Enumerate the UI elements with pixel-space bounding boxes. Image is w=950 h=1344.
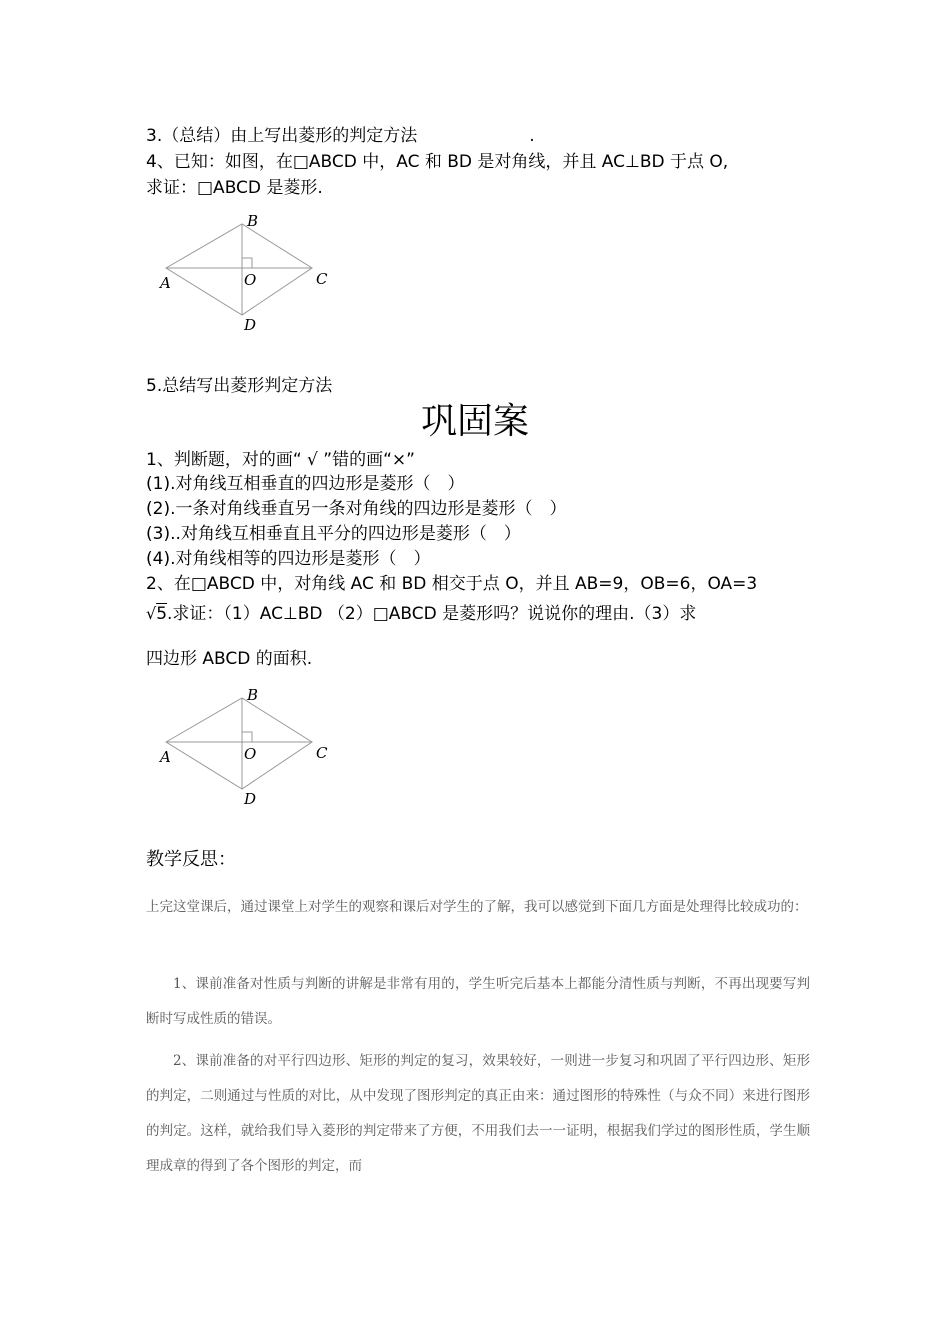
question-3 (146, 124, 810, 148)
reflection-paragraph-1: 上完这堂课后，通过课堂上对学生的观察和课后对学生的了解，我可以感觉到下面几方面是处理得比较成功的： (146, 899, 808, 915)
reflection-title: 教学反思： (146, 849, 236, 870)
question-3-text: 3.（总结）由上写出菱形的判定方法 (146, 126, 418, 146)
label-d: D (244, 316, 257, 334)
question-2-line-2 (146, 602, 810, 626)
question-5: 5.总结写出菱形判定方法 (146, 376, 333, 396)
judgement-intro: 1、判断题，对的画“ √ ”错的画“×” (146, 450, 415, 470)
judgement-item-1: (1).对角线互相垂直的四边形是菱形（ ） (146, 474, 465, 494)
rhombus-outline (166, 698, 312, 789)
question-4-line-2: 求证：□ABCD 是菱形. (146, 178, 323, 198)
question-4-line-1: 4、已知：如图，在□ABCD 中，AC 和 BD 是对角线，并且 AC⊥BD 于点 O, (146, 152, 729, 172)
label-b: B (247, 212, 259, 230)
rhombus-figure-2 (146, 684, 346, 809)
question-2-line-3: 四边形 ABCD 的面积. (146, 649, 313, 669)
label-o: O (244, 745, 257, 763)
label-b: B (247, 686, 259, 704)
reflection-paragraph-2: 1、课前准备对性质与判断的讲解是非常有用的，学生听完后基本上都能分清性质与判断，不再出现要写判断时写成性质的错误。 (146, 976, 810, 1027)
question-2-line-1: 2、在□ABCD 中，对角线 AC 和 BD 相交于点 O，并且 AB=9，OB=6，OA=3 (146, 574, 758, 594)
judgement-item-4: (4).对角线相等的四边形是菱形（ ） (146, 549, 431, 569)
label-d: D (244, 790, 257, 808)
sqrt-radicand: 5 (156, 604, 168, 624)
right-angle-mark (242, 258, 252, 268)
label-a: A (160, 748, 171, 766)
label-a: A (160, 274, 171, 292)
judgement-item-3: (3)..对角线互相垂直且平分的四边形是菱形（ ） (146, 524, 521, 544)
reflection-paragraph-3: 2、课前准备的对平行四边形、矩形的判定的复习，效果较好，一则进一步复习和巩固了平行四边形、矩形的判定，二则通过与性质的对比，从中发现了图形判定的真正由来：通过图形的特殊性（与众不同）来进行图形的判定。这样，就给我们导入菱形的判定带来了方便，不用我们去一一证明，根据我们学过的图形性质，学生顺理成章的得到了各个图形的判定，而 (146, 1053, 810, 1174)
section-heading: 巩固案 (420, 401, 529, 442)
question-3-period: . (529, 126, 535, 146)
rhombus-outline (166, 224, 312, 315)
label-o: O (244, 271, 257, 289)
label-c: C (316, 744, 328, 762)
judgement-item-2: (2).一条对角线垂直另一条对角线的四边形是菱形（ ） (146, 499, 567, 519)
rhombus-figure-1 (146, 210, 346, 335)
question-2-line-2-text: .求证：（1）AC⊥BD （2）□ABCD 是菱形吗？说说你的理由.（3）求 (167, 604, 697, 624)
label-c: C (316, 270, 328, 288)
sqrt-symbol: √ (146, 604, 157, 623)
right-angle-mark (242, 732, 252, 742)
